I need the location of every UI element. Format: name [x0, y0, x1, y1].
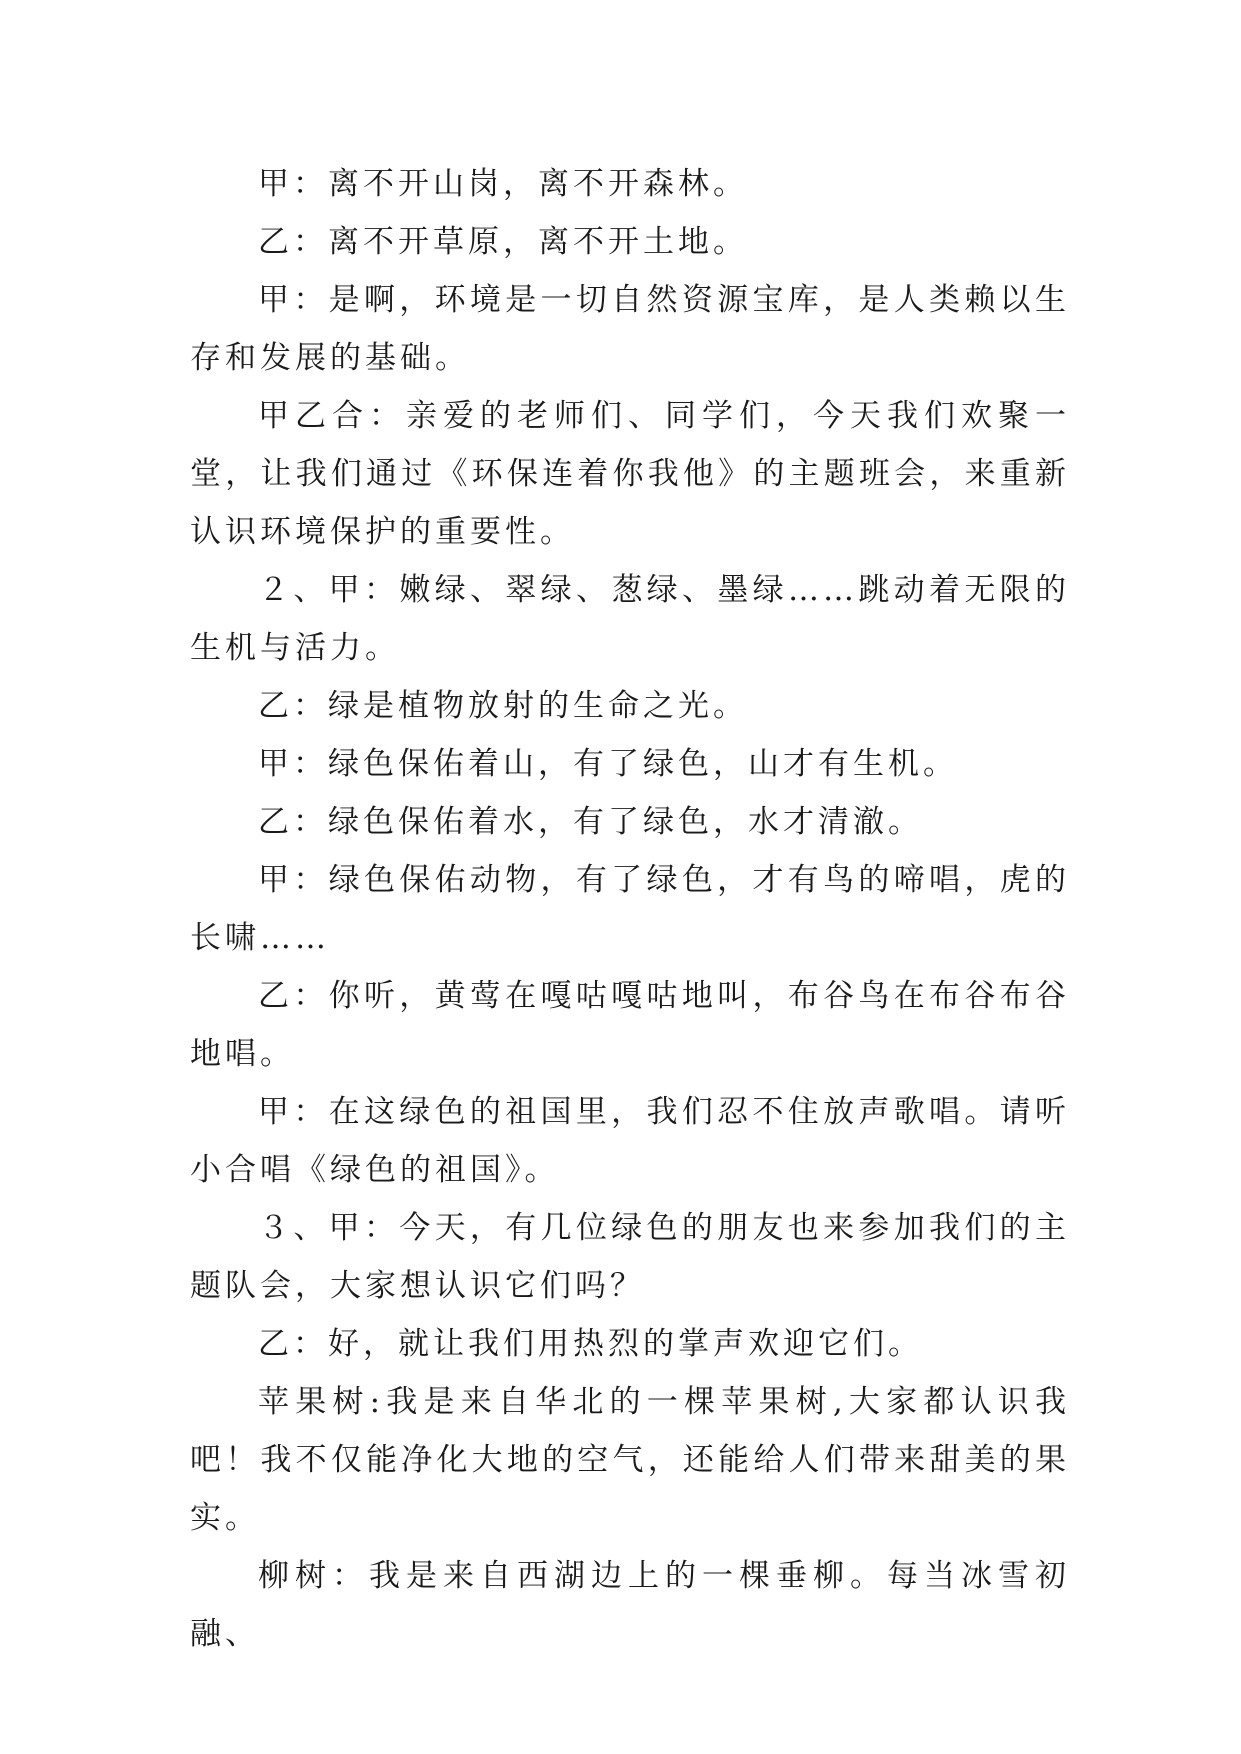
paragraph: 乙：你听，黄莺在嘎咕嘎咕地叫，布谷鸟在布谷布谷地唱。	[190, 978, 1070, 1072]
paragraph: 甲：是啊，环境是一切自然资源宝库，是人类赖以生存和发展的基础。	[190, 282, 1070, 376]
paragraph: 乙：绿色保佑着水，有了绿色，水才清澈。	[258, 804, 923, 840]
paragraph: 苹果树:我是来自华北的一棵苹果树,大家都认识我吧！我不仅能净化大地的空气，还能给人们带来甜美的果实。	[190, 1384, 1070, 1536]
document-body	[190, 155, 1070, 1663]
paragraph: 甲：在这绿色的祖国里，我们忍不住放声歌唱。请听小合唱《绿色的祖国》。	[190, 1094, 1070, 1188]
paragraph: 甲：绿色保佑着山，有了绿色，山才有生机。	[258, 746, 958, 782]
paragraph: ２、甲：嫩绿、翠绿、葱绿、墨绿……跳动着无限的生机与活力。	[190, 572, 1070, 666]
paragraph: 甲：绿色保佑动物，有了绿色，才有鸟的啼唱，虎的长啸……	[190, 862, 1070, 956]
paragraph: 甲乙合：亲爱的老师们、同学们，今天我们欢聚一堂，让我们通过《环保连着你我他》的主题班会，来重新认识环境保护的重要性。	[190, 398, 1070, 550]
paragraph: 乙：绿是植物放射的生命之光。	[258, 688, 748, 724]
paragraph: 乙：离不开草原，离不开土地。	[258, 224, 748, 260]
paragraph: 乙：好，就让我们用热烈的掌声欢迎它们。	[258, 1326, 923, 1362]
paragraph: 柳树：我是来自西湖边上的一棵垂柳。每当冰雪初融、	[190, 1558, 1070, 1652]
paragraph: ３、甲：今天，有几位绿色的朋友也来参加我们的主题队会，大家想认识它们吗？	[190, 1210, 1070, 1304]
paragraph: 甲：离不开山岗，离不开森林。	[258, 166, 748, 202]
